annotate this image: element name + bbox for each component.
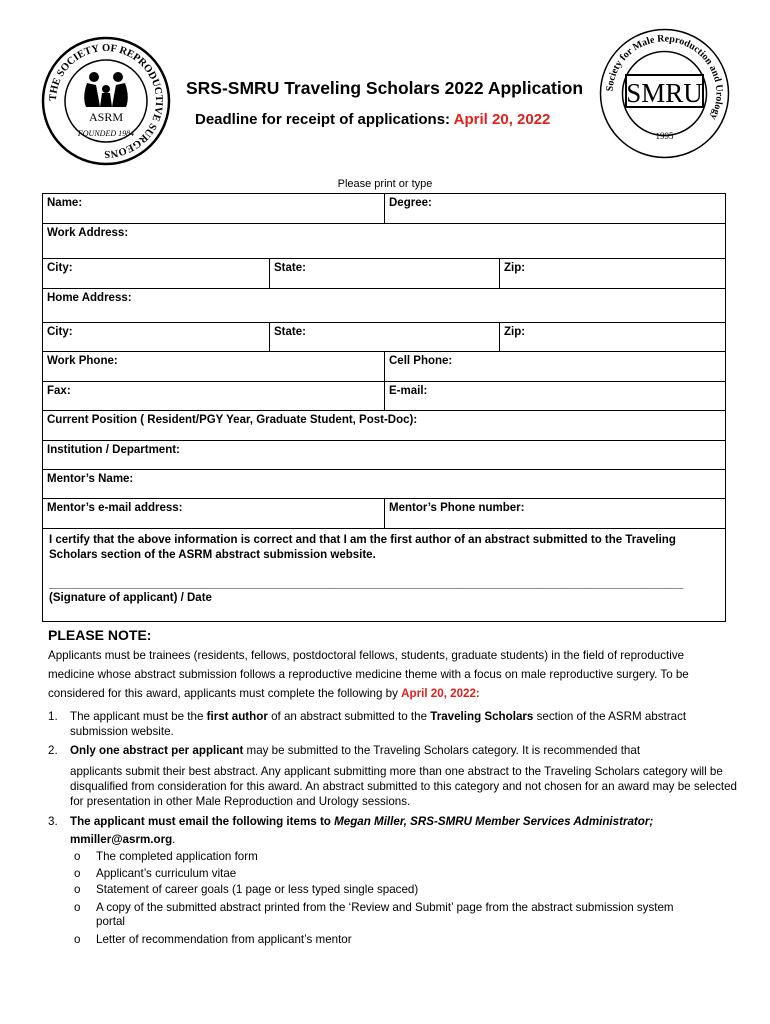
signature-label: (Signature of applicant) / Date xyxy=(49,592,212,604)
deadline-date: April 20, 2022 xyxy=(453,111,551,128)
list-item: 1. The applicant must be the first author of an abstract submitted to the Traveling Scholars section of the ASRM abstract submission website. xyxy=(48,710,687,738)
list-item: o The completed application form xyxy=(74,850,258,863)
list-item: 2. Only one abstract per applicant may be submitted to the Traveling Scholars category. It is recommended that applicants submit their best abstract. Any applicant submitting more than one abstract to the Traveling Scholars category will be disqualified from consideration for this award. An abstract submitted to this category and not chosen for an award may be selected for presentation in other Male Reproduction and Urology sessions. xyxy=(48,744,738,808)
form-row-institution xyxy=(43,441,725,470)
form-row-phone xyxy=(43,352,725,382)
name-field[interactable]: Name: xyxy=(47,197,83,209)
deadline-label: Deadline for receipt of applications: xyxy=(195,111,451,128)
cell-phone-field[interactable]: Cell Phone: xyxy=(384,352,725,381)
form-row-fax xyxy=(43,382,725,411)
home-city-field[interactable]: City: xyxy=(47,326,73,338)
srs-logo-center: ASRM xyxy=(88,110,124,124)
list-item: o Letter of recommendation from applicant’s mentor xyxy=(74,932,352,946)
smru-logo-center: SMRU xyxy=(626,78,703,108)
print-instruction: Please print or type xyxy=(337,178,433,190)
home-zip-field[interactable]: Zip: xyxy=(499,323,725,351)
family-figures-icon xyxy=(84,72,128,107)
form-row-work-city xyxy=(43,259,725,289)
form-row-name xyxy=(43,194,725,224)
srs-logo-founded: FOUNDED 1984 xyxy=(77,129,135,138)
form-row-home-city xyxy=(43,323,725,352)
mentor-name-field[interactable]: Mentor’s Name: xyxy=(47,473,134,485)
certification-block xyxy=(43,529,725,621)
form-row-mentor-contact xyxy=(43,499,725,529)
home-address-field[interactable]: Home Address: xyxy=(47,292,132,304)
form-row-work-address xyxy=(43,224,725,259)
contact-email-link[interactable]: mmiller@asrm.org xyxy=(70,833,173,846)
fax-field[interactable]: Fax: xyxy=(47,385,71,397)
note-paragraph xyxy=(48,646,733,703)
form-row-home-address xyxy=(43,289,725,323)
email-field[interactable]: E-mail: xyxy=(384,382,725,410)
note-heading: PLEASE NOTE: xyxy=(48,627,152,643)
signature-line[interactable]: ________________________________________________________________________________________________________ xyxy=(49,578,683,590)
mentor-email-field[interactable]: Mentor’s e-mail address: xyxy=(47,502,183,514)
list-item: o Statement of career goals (1 page or less typed single spaced) xyxy=(74,883,419,896)
srs-logo-ring-text: THE SOCIETY OF REPRODUCTIVE SURGEONS xyxy=(47,42,165,160)
page-title: SRS-SMRU Traveling Scholars 2022 Application xyxy=(186,78,584,98)
home-state-field[interactable]: State: xyxy=(269,323,499,351)
smru-logo xyxy=(597,26,732,161)
srs-logo xyxy=(40,35,172,167)
current-position-field[interactable]: Current Position ( Resident/PGY Year, Graduate Student, Post-Doc): xyxy=(47,414,418,426)
mentor-phone-field[interactable]: Mentor’s Phone number: xyxy=(384,499,725,528)
smru-logo-ring-text: Society for Male Reproduction and Urology xyxy=(604,33,725,122)
degree-field[interactable]: Degree: xyxy=(384,194,725,223)
form-row-position xyxy=(43,411,725,441)
work-zip-field[interactable]: Zip: xyxy=(499,259,725,288)
list-item: o Applicant’s curriculum vitae xyxy=(74,866,237,880)
smru-logo-year: 1995 xyxy=(655,131,674,141)
form-row-certification xyxy=(43,529,725,621)
deadline xyxy=(195,111,550,128)
note-paragraph-date: April 20, 2022: xyxy=(401,687,480,700)
requirements-list xyxy=(48,709,738,948)
certification-text: I certify that the above information is correct and that I am the first author of an abstract submitted to the Traveling Scholars section of the ASRM abstract submission website. xyxy=(49,534,676,561)
work-state-field[interactable]: State: xyxy=(269,259,499,288)
form-row-mentor-name xyxy=(43,470,725,499)
note-paragraph-text: Applicants must be trainees (residents, fellows, postdoctoral fellows, students, graduate students) in the field of reproductive medicine whose abstract submission follows a reproductive medicine theme with a focus on male reproductive surgery. To be considered for this award, applicants must complete the following by xyxy=(48,649,689,700)
work-address-field[interactable]: Work Address: xyxy=(47,227,129,239)
list-item: 3. The applicant must email the following items to Megan Miller, SRS-SMRU Member Services Administrator; mmiller@asrm.org. xyxy=(48,815,654,846)
work-phone-field[interactable]: Work Phone: xyxy=(47,355,118,367)
institution-field[interactable]: Institution / Department: xyxy=(47,444,180,456)
list-item: o A copy of the submitted abstract printed from the ‘Review and Submit’ page from the abstract submission system portal xyxy=(74,900,674,928)
application-form xyxy=(42,193,726,622)
work-city-field[interactable]: City: xyxy=(47,262,73,274)
